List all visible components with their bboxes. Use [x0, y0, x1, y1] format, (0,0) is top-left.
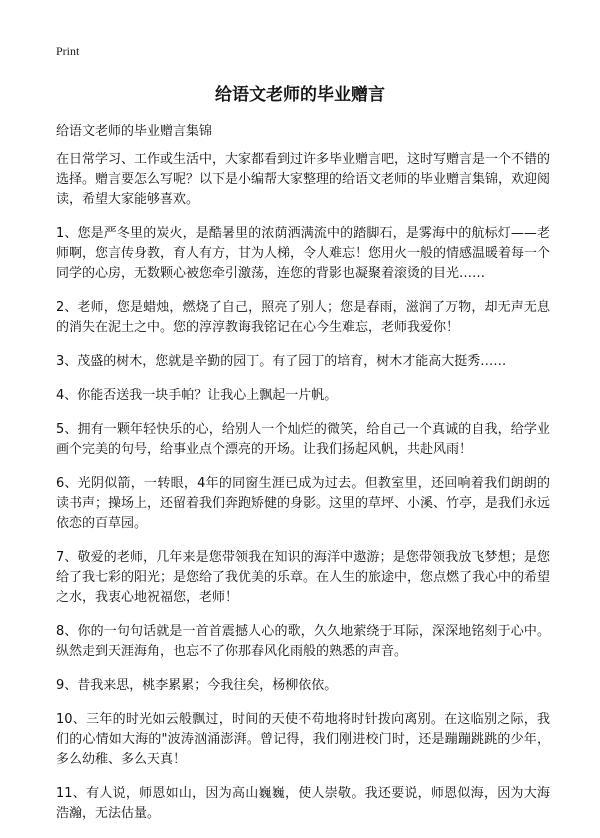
paragraph-10: 10、三年的时光如云般飘过，时间的天使不苟地将时针拨向离别。在这临别之际，我们的心情如大海的"波涛汹涌澎湃。曾记得，我们刚进校门时，还是蹦蹦跳跳的少年，多么幼稚、多么天真！	[56, 712, 550, 767]
paragraph-2: 2、老师，您是蜡烛，燃烧了自己，照亮了别人；您是春雨，滋润了万物，却无声无息的消失在泥土之中。您的淳淳教诲我铭记在心今生难忘，老师我爱你！	[56, 300, 550, 335]
paragraph-5: 5、拥有一颗年轻快乐的心，给别人一个灿烂的微笑，给自己一个真诚的自我，给学业画个完美的句号，给事业点个漂亮的开场。让我们扬起风帆，共赴风雨！	[56, 422, 550, 457]
paragraph-9: 9、昔我来思，桃李累累；今我往矣，杨柳依依。	[56, 678, 338, 693]
print-label: Print	[56, 44, 80, 58]
paragraph-1: 1、您是严冬里的炭火，是酷暑里的浓荫洒满流中的踏脚石，是雾海中的航标灯——老师啊，您言传身教，育人有方，甘为人梯，令人难忘！您用火一般的情感温暖着每一个同学的心房，无数颗心被您牵引激荡，连您的背影也凝聚着滚烫的目光……	[56, 226, 551, 281]
page-title: 给语文老师的毕业赠言	[215, 85, 385, 105]
intro-paragraph: 在日常学习、工作或生活中，大家都看到过许多毕业赠言吧，这时写赠言是一个不错的选择。赠言要怎么写呢？以下是小编帮大家整理的给语文老师的毕业赠言集锦，欢迎阅读，希望大家能够喜欢。	[56, 152, 551, 207]
paragraph-7: 7、敬爱的老师，几年来是您带领我在知识的海洋中遨游；是您带领我放飞梦想；是您给了我七彩的阳光；是您给了我优美的乐章。在人生的旅途中，您点燃了我心中的希望之水，我衷心地祝福您，老师！	[56, 550, 551, 605]
paragraph-4: 4、你能否送我一块手帕？让我心上飘起一片帆。	[56, 388, 338, 403]
paragraph-6: 6、光阴似箭，一转眼，4年的同窗生涯已成为过去。但教室里，还回响着我们朗朗的读书声；操场上，还留着我们奔跑矫健的身影。这里的草坪、小溪、竹亭，是我们永远依恋的百草园。	[56, 476, 551, 531]
paragraph-8: 8、你的一句句话就是一首首震撼人心的歌，久久地萦绕于耳际，深深地铭刻于心中。纵然走到天涯海角，也忘不了你那春风化雨般的熟悉的声音。	[56, 624, 550, 659]
paragraph-3: 3、茂盛的树木，您就是辛勤的园丁。有了园丁的培育，树木才能高大挺秀……	[56, 354, 507, 369]
paragraph-11: 11、有人说，师恩如山，因为高山巍巍，使人崇敬。我还要说，师恩似海，因为大海浩瀚，无法估量。	[56, 786, 550, 821]
document-subtitle: 给语文老师的毕业赠言集锦	[56, 124, 213, 139]
document-body	[56, 150, 550, 838]
